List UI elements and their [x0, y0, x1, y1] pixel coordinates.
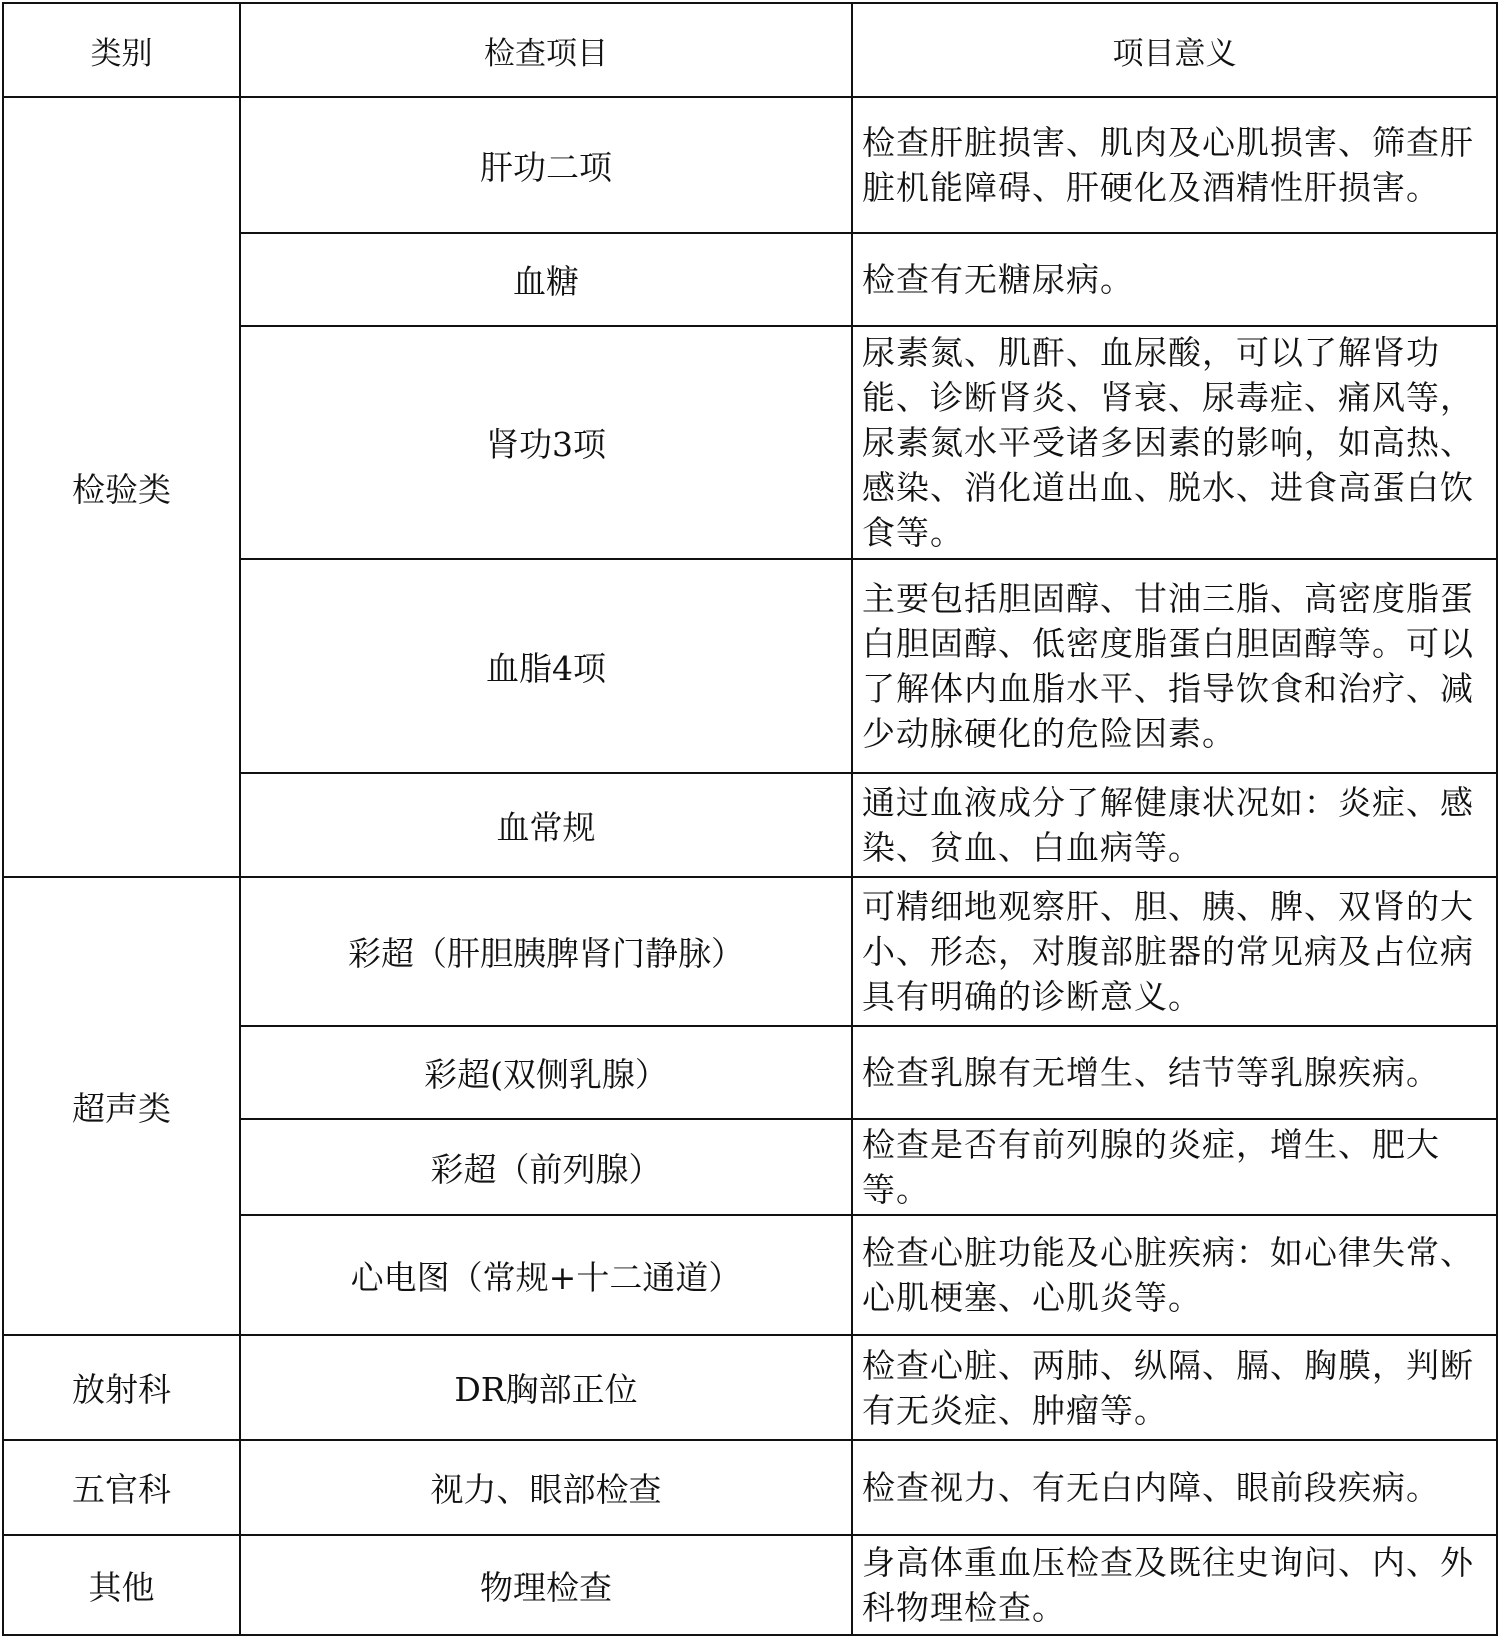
item-cell: 物理检查 — [240, 1535, 852, 1635]
table-header-row — [3, 3, 1497, 97]
item-cell: 彩超（前列腺） — [240, 1119, 852, 1215]
item-cell: 血糖 — [240, 233, 852, 326]
meaning-cell: 可精细地观察肝、胆、胰、脾、双肾的大小、形态，对腹部脏器的常见病及占位病具有明确的诊断意义。 — [852, 877, 1497, 1026]
table-row — [3, 1535, 1497, 1635]
item-cell: 视力、眼部检查 — [240, 1440, 852, 1535]
meaning-cell: 检查心脏功能及心脏疾病：如心律失常、心肌梗塞、心肌炎等。 — [852, 1215, 1497, 1335]
category-cell-ultrasound: 超声类 — [3, 877, 240, 1335]
item-cell: 彩超（肝胆胰脾肾门静脉） — [240, 877, 852, 1026]
table-row — [3, 877, 1497, 1026]
meaning-cell: 检查乳腺有无增生、结节等乳腺疾病。 — [852, 1026, 1497, 1119]
exam-items-table — [2, 2, 1498, 1636]
header-meaning: 项目意义 — [852, 3, 1497, 97]
item-cell: 血常规 — [240, 773, 852, 877]
category-cell-radiology: 放射科 — [3, 1335, 240, 1440]
table-row — [3, 97, 1497, 233]
category-cell-other: 其他 — [3, 1535, 240, 1635]
item-cell: 肾功3项 — [240, 326, 852, 559]
meaning-cell: 检查肝脏损害、肌肉及心肌损害、筛查肝脏机能障碍、肝硬化及酒精性肝损害。 — [852, 97, 1497, 233]
header-category: 类别 — [3, 3, 240, 97]
meaning-cell: 通过血液成分了解健康状况如：炎症、感染、贫血、白血病等。 — [852, 773, 1497, 877]
category-cell-ent: 五官科 — [3, 1440, 240, 1535]
header-item: 检查项目 — [240, 3, 852, 97]
item-cell: 血脂4项 — [240, 559, 852, 773]
table-row — [3, 1440, 1497, 1535]
item-cell: DR胸部正位 — [240, 1335, 852, 1440]
item-cell: 肝功二项 — [240, 97, 852, 233]
meaning-cell: 检查视力、有无白内障、眼前段疾病。 — [852, 1440, 1497, 1535]
item-cell: 心电图（常规+十二通道） — [240, 1215, 852, 1335]
meaning-cell: 尿素氮、肌酐、血尿酸，可以了解肾功能、诊断肾炎、肾衰、尿毒症、痛风等，尿素氮水平受诸多因素的影响，如高热、感染、消化道出血、脱水、进食高蛋白饮食等。 — [852, 326, 1497, 559]
category-cell-lab: 检验类 — [3, 97, 240, 877]
meaning-cell: 检查有无糖尿病。 — [852, 233, 1497, 326]
table-row — [3, 1335, 1497, 1440]
meaning-cell: 主要包括胆固醇、甘油三脂、高密度脂蛋白胆固醇、低密度脂蛋白胆固醇等。可以了解体内血脂水平、指导饮食和治疗、减少动脉硬化的危险因素。 — [852, 559, 1497, 773]
meaning-cell: 身高体重血压检查及既往史询问、内、外科物理检查。 — [852, 1535, 1497, 1635]
meaning-cell: 检查心脏、两肺、纵隔、膈、胸膜，判断有无炎症、肿瘤等。 — [852, 1335, 1497, 1440]
item-cell: 彩超(双侧乳腺） — [240, 1026, 852, 1119]
meaning-cell: 检查是否有前列腺的炎症，增生、肥大等。 — [852, 1119, 1497, 1215]
